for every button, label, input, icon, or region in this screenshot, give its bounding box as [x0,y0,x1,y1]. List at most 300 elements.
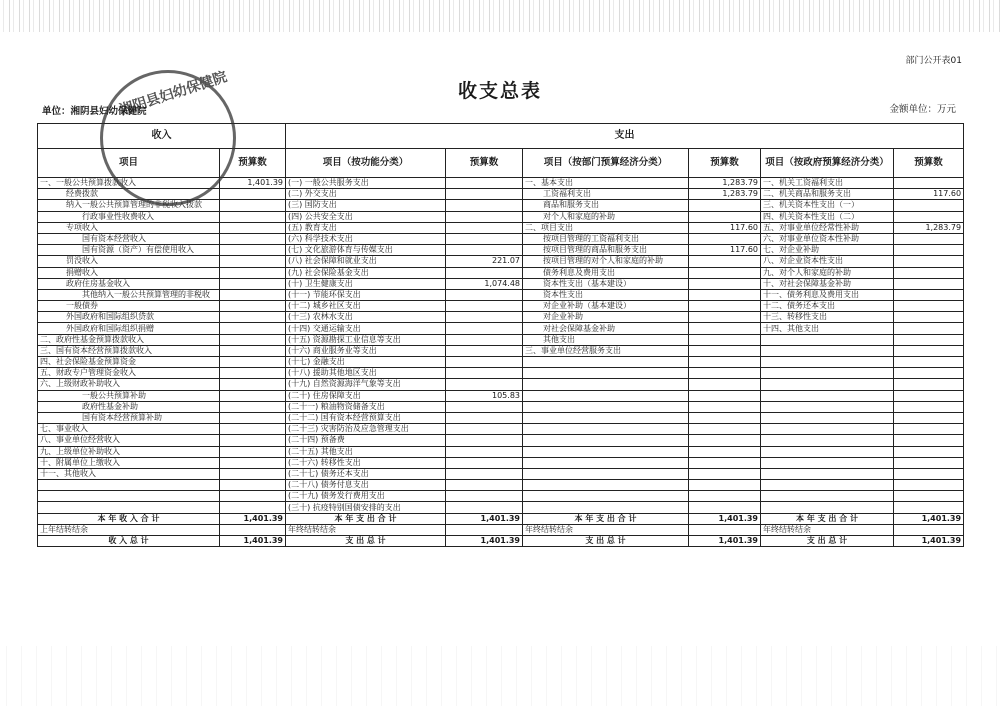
income-total-value: 1,401.39 [220,536,286,547]
item-cell: (十五) 资源勘探工业信息等支出 [286,334,446,345]
carry-out-label: 年终结转结余 [761,524,894,535]
table-row [38,480,964,491]
item-cell: 五、对事业单位经常性补助 [761,222,894,233]
item-cell: (十八) 援助其他地区支出 [286,368,446,379]
amount-cell: 1,283.79 [689,189,761,200]
item-cell: 资本性支出（基本建设） [523,278,689,289]
item-cell [761,401,894,412]
item-cell: 九、上级单位补助收入 [38,446,220,457]
item-cell [523,435,689,446]
amount-cell [446,222,523,233]
amount-cell [894,233,964,244]
amount-cell [894,323,964,334]
item-cell: 按项目管理的商品和服务支出 [523,245,689,256]
item-cell: 六、上级财政补助收入 [38,379,220,390]
amount-cell: 1,283.79 [894,222,964,233]
item-cell: (二十六) 转移性支出 [286,457,446,468]
table-row [38,424,964,435]
table-code: 部门公开表01 [905,56,962,66]
item-cell [523,390,689,401]
amount-cell [446,368,523,379]
amount-cell [894,412,964,423]
empty-cell [220,524,286,535]
table-row [38,278,964,289]
item-cell [523,368,689,379]
item-cell: 债务利息及费用支出 [523,267,689,278]
item-cell: (十一) 节能环保支出 [286,289,446,300]
table-row [38,536,964,547]
item-cell: 四、机关资本性支出（二） [761,211,894,222]
col-header: 项目（按功能分类） [286,149,446,178]
item-cell: 一般公共预算补助 [38,390,220,401]
amount-cell [446,200,523,211]
item-cell: (二十五) 其他支出 [286,446,446,457]
amount-cell [689,446,761,457]
year-expense-value: 1,401.39 [894,513,964,524]
amount-cell [220,424,286,435]
amount-cell [689,233,761,244]
table-row [38,357,964,368]
table-row [38,457,964,468]
amount-cell [446,491,523,502]
table-row [38,323,964,334]
item-cell [761,480,894,491]
amount-cell [446,424,523,435]
empty-cell [689,524,761,535]
item-cell: (七) 文化旅游体育与传媒支出 [286,245,446,256]
item-cell: 行政事业性收费收入 [38,211,220,222]
amount-cell [220,200,286,211]
item-cell: 工资福利支出 [523,189,689,200]
amount-cell: 105.83 [446,390,523,401]
amount-cell: 117.60 [894,189,964,200]
amount-cell [220,368,286,379]
item-cell: (二十二) 国有资本经营预算支出 [286,412,446,423]
item-cell [523,379,689,390]
table-row [38,390,964,401]
income-total-label: 收 入 总 计 [38,536,220,547]
amount-cell [689,480,761,491]
amount-cell [894,480,964,491]
item-cell: 二、政府性基金预算拨款收入 [38,334,220,345]
amount-cell [220,312,286,323]
table-row [38,345,964,356]
item-cell: 十、对社会保障基金补助 [761,278,894,289]
item-cell: (十九) 自然资源海洋气象等支出 [286,379,446,390]
col-header: 预算数 [894,149,964,178]
item-cell [38,491,220,502]
amount-cell [894,256,964,267]
item-cell: (十七) 金融支出 [286,357,446,368]
col-header: 项目（按政府预算经济分类） [761,149,894,178]
money-unit-label: 金额单位：万元 [889,104,956,115]
amount-cell [689,457,761,468]
amount-cell: 117.60 [689,222,761,233]
amount-cell [446,345,523,356]
amount-cell [689,357,761,368]
table-row [38,256,964,267]
amount-cell [689,412,761,423]
item-cell: 二、项目支出 [523,222,689,233]
amount-cell: 117.60 [689,245,761,256]
year-expense-label: 本 年 支 出 合 计 [286,513,446,524]
expense-total-value: 1,401.39 [689,536,761,547]
item-cell: 三、国有资本经营预算拨款收入 [38,345,220,356]
expense-total-value: 1,401.39 [894,536,964,547]
item-cell [761,424,894,435]
amount-cell [689,435,761,446]
scan-noise-bottom [0,646,1000,706]
expense-total-label: 支 出 总 计 [761,536,894,547]
year-expense-value: 1,401.39 [689,513,761,524]
item-cell: 三、事业单位经营服务支出 [523,345,689,356]
table-row [38,524,964,535]
carry-out-label: 年终结转结余 [523,524,689,535]
amount-cell [446,312,523,323]
item-cell: (十) 卫生健康支出 [286,278,446,289]
amount-cell [894,390,964,401]
item-cell [523,491,689,502]
amount-cell [689,289,761,300]
item-cell: 商品和服务支出 [523,200,689,211]
item-cell: (一) 一般公共服务支出 [286,178,446,189]
amount-cell [220,357,286,368]
item-cell: 十、附属单位上缴收入 [38,457,220,468]
year-income-value: 1,401.39 [220,513,286,524]
item-cell: (二十九) 债务发行费用支出 [286,491,446,502]
table-row [38,491,964,502]
item-cell: (四) 公共安全支出 [286,211,446,222]
item-cell: 纳入一般公共预算管理的非税收入拨款 [38,200,220,211]
item-cell: 三、机关资本性支出（一） [761,200,894,211]
empty-cell [894,524,964,535]
item-cell [761,345,894,356]
item-cell: 对企业补助（基本建设） [523,301,689,312]
item-cell [523,401,689,412]
item-cell [761,379,894,390]
item-cell: 国有资本经营预算补助 [38,412,220,423]
item-cell [523,457,689,468]
amount-cell [220,278,286,289]
item-cell [523,502,689,513]
year-expense-label: 本 年 支 出 合 计 [761,513,894,524]
item-cell: (二十三) 灾害防治及应急管理支出 [286,424,446,435]
amount-cell [220,222,286,233]
amount-cell [894,435,964,446]
table-row [38,401,964,412]
amount-cell [689,200,761,211]
item-cell [523,468,689,479]
amount-cell [446,245,523,256]
item-cell: 六、对事业单位资本性补助 [761,233,894,244]
item-cell: (十三) 农林水支出 [286,312,446,323]
amount-cell [446,412,523,423]
amount-cell [446,379,523,390]
amount-cell [220,457,286,468]
col-header: 项目 [38,149,220,178]
amount-cell [894,345,964,356]
amount-cell [894,446,964,457]
item-cell [523,446,689,457]
table-row [38,289,964,300]
item-cell: (九) 社会保险基金支出 [286,267,446,278]
amount-cell [894,379,964,390]
table-body [38,178,964,514]
col-header: 预算数 [689,149,761,178]
amount-cell [220,267,286,278]
official-seal [100,70,236,206]
amount-cell [446,233,523,244]
amount-cell [894,457,964,468]
amount-cell [894,267,964,278]
amount-cell [689,491,761,502]
amount-cell [220,401,286,412]
income-header: 收入 [38,124,286,149]
item-cell: 二、机关商品和服务支出 [761,189,894,200]
page-title: 收支总表 [457,80,542,102]
year-expense-value: 1,401.39 [446,513,523,524]
col-header: 预算数 [446,149,523,178]
amount-cell [894,491,964,502]
amount-cell [689,368,761,379]
amount-cell [220,446,286,457]
amount-cell: 1,074.48 [446,278,523,289]
table-totals [38,513,964,547]
amount-cell [220,468,286,479]
seal-text: 湘阴县妇幼保健院 [117,69,230,119]
item-cell: 十三、转移性支出 [761,312,894,323]
amount-cell [689,468,761,479]
item-cell: 对社会保障基金补助 [523,323,689,334]
amount-cell [446,267,523,278]
amount-cell [220,289,286,300]
item-cell: 按项目管理的工资福利支出 [523,233,689,244]
item-cell: 五、财政专户管理资金收入 [38,368,220,379]
amount-cell [220,211,286,222]
amount-cell [220,323,286,334]
item-cell: 一般债券 [38,301,220,312]
table-row [38,468,964,479]
item-cell: 一、一般公共预算拨款收入 [38,178,220,189]
amount-cell [894,334,964,345]
amount-cell [446,468,523,479]
item-cell: 按项目管理的对个人和家庭的补助 [523,256,689,267]
item-cell: (八) 社会保障和就业支出 [286,256,446,267]
amount-cell [446,334,523,345]
col-header: 项目（按部门预算经济分类） [523,149,689,178]
table-row [38,334,964,345]
item-cell: (二十) 住房保障支出 [286,390,446,401]
item-cell [761,457,894,468]
amount-cell [689,424,761,435]
item-cell: 专项收入 [38,222,220,233]
item-cell: 外国政府和国际组织贷款 [38,312,220,323]
table-row [38,233,964,244]
amount-cell [894,289,964,300]
item-cell [761,502,894,513]
table-row [38,301,964,312]
table-row [38,245,964,256]
item-cell: 其他纳入一般公共预算管理的非税收 [38,289,220,300]
amount-cell [220,491,286,502]
item-cell: 一、基本支出 [523,178,689,189]
table-row [38,368,964,379]
amount-cell [446,401,523,412]
empty-cell [446,524,523,535]
amount-cell [220,334,286,345]
amount-cell: 221.07 [446,256,523,267]
unit-label: 单位：湘阴县妇幼保健院 [42,106,147,117]
item-cell: (六) 科学技术支出 [286,233,446,244]
amount-cell [689,379,761,390]
amount-cell [689,211,761,222]
amount-cell [894,468,964,479]
year-income-label: 本 年 收 入 合 计 [38,513,220,524]
amount-cell [689,334,761,345]
item-cell: 其他支出 [523,334,689,345]
table-row [38,267,964,278]
table-row [38,513,964,524]
expense-header: 支出 [286,124,964,149]
amount-cell [446,435,523,446]
item-cell [761,468,894,479]
amount-cell [894,312,964,323]
item-cell: 资本性支出 [523,289,689,300]
item-cell: (二十七) 债务还本支出 [286,468,446,479]
item-cell: (三十) 抗疫特别国债安排的支出 [286,502,446,513]
amount-cell [446,446,523,457]
expense-total-label: 支 出 总 计 [286,536,446,547]
amount-cell [446,480,523,491]
amount-cell [220,379,286,390]
amount-cell [220,412,286,423]
item-cell: 九、对个人和家庭的补助 [761,267,894,278]
amount-cell [689,390,761,401]
table-row [38,412,964,423]
amount-cell [446,502,523,513]
amount-cell [689,502,761,513]
col-header: 预算数 [220,149,286,178]
item-cell: 罚没收入 [38,256,220,267]
table-row [38,211,964,222]
amount-cell [446,323,523,334]
item-cell [38,480,220,491]
amount-cell [689,278,761,289]
item-cell: 经费拨款 [38,189,220,200]
item-cell: 八、对企业资本性支出 [761,256,894,267]
amount-cell [689,256,761,267]
item-cell: (十四) 交通运输支出 [286,323,446,334]
item-cell: (十二) 城乡社区支出 [286,301,446,312]
expense-total-label: 支 出 总 计 [523,536,689,547]
amount-cell [220,480,286,491]
amount-cell [446,189,523,200]
amount-cell: 1,283.79 [689,178,761,189]
item-cell [761,446,894,457]
item-cell [761,390,894,401]
item-cell: 政府性基金补助 [38,401,220,412]
amount-cell: 1,401.39 [220,178,286,189]
item-cell: 对个人和家庭的补助 [523,211,689,222]
item-cell [761,357,894,368]
amount-cell [894,401,964,412]
item-cell: (二十八) 债务付息支出 [286,480,446,491]
amount-cell [220,233,286,244]
item-cell: (二十四) 预备费 [286,435,446,446]
item-cell: 七、事业收入 [38,424,220,435]
amount-cell [446,357,523,368]
item-cell [38,502,220,513]
item-cell: 十二、债务还本支出 [761,301,894,312]
item-cell: 政府住房基金收入 [38,278,220,289]
amount-cell [894,368,964,379]
item-cell: 对企业补助 [523,312,689,323]
item-cell: 八、事业单位经营收入 [38,435,220,446]
item-cell: (二十一) 粮油物资储备支出 [286,401,446,412]
amount-cell [894,424,964,435]
table-row [38,446,964,457]
scan-noise-top [0,0,1000,32]
item-cell: 七、对企业补助 [761,245,894,256]
item-cell: (五) 教育支出 [286,222,446,233]
carry-out-label: 年终结转结余 [286,524,446,535]
amount-cell [894,200,964,211]
amount-cell [689,345,761,356]
amount-cell [220,390,286,401]
item-cell: 四、社会保险基金预算资金 [38,357,220,368]
amount-cell [220,256,286,267]
table-row [38,312,964,323]
amount-cell [446,301,523,312]
item-cell [523,412,689,423]
amount-cell [220,301,286,312]
amount-cell [894,211,964,222]
amount-cell [446,211,523,222]
amount-cell [894,357,964,368]
item-cell [761,368,894,379]
amount-cell [894,245,964,256]
item-cell: 国有资源（资产）有偿使用收入 [38,245,220,256]
amount-cell [220,435,286,446]
carry-in-label: 上年结转结余 [38,524,220,535]
amount-cell [220,245,286,256]
item-cell [761,435,894,446]
amount-cell [446,289,523,300]
table-row [38,379,964,390]
item-cell: 十四、其他支出 [761,323,894,334]
item-cell: 十一、债务利息及费用支出 [761,289,894,300]
table-row [38,502,964,513]
item-cell [523,424,689,435]
amount-cell [689,312,761,323]
item-cell [523,357,689,368]
amount-cell [220,189,286,200]
amount-cell [220,345,286,356]
item-cell [761,491,894,502]
year-expense-label: 本 年 支 出 合 计 [523,513,689,524]
table-row [38,435,964,446]
item-cell: (三) 国防支出 [286,200,446,211]
item-cell: 外国政府和国际组织捐赠 [38,323,220,334]
amount-cell [446,178,523,189]
amount-cell [689,323,761,334]
item-cell [761,334,894,345]
item-cell: 捐赠收入 [38,267,220,278]
amount-cell [894,301,964,312]
amount-cell [446,457,523,468]
table-row [38,222,964,233]
item-cell: (二) 外交支出 [286,189,446,200]
